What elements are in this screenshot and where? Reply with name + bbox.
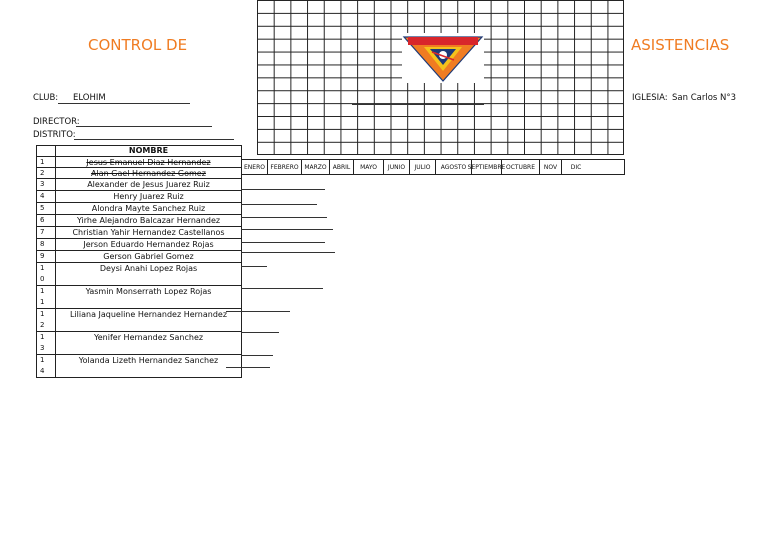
row-name: Liliana Jaqueline Hernandez Hernandez xyxy=(69,310,228,319)
table-row xyxy=(37,239,241,251)
table-row xyxy=(37,203,241,215)
row-number: 1 1 xyxy=(37,286,56,308)
signature-line xyxy=(241,288,323,289)
name-header: NOMBRE xyxy=(128,146,169,155)
row-number: 1 4 xyxy=(37,355,56,377)
table-row xyxy=(37,179,241,191)
row-name: Henry Juarez Ruiz xyxy=(113,192,184,201)
club-underline xyxy=(58,103,190,104)
table-row xyxy=(37,355,241,378)
signature-line xyxy=(241,242,325,243)
table-row xyxy=(37,332,241,355)
club-value: ELOHIM xyxy=(73,93,106,103)
month-10: OCTUBRE xyxy=(502,160,540,174)
signature-line xyxy=(241,355,273,356)
signature-line xyxy=(241,217,327,218)
director-underline xyxy=(76,126,212,127)
table-row xyxy=(37,309,241,332)
table-header xyxy=(37,146,241,157)
row-number: 1 3 xyxy=(37,332,56,354)
row-name: Jesus Emanuel Diaz Hernandez xyxy=(86,158,211,167)
row-number: 1 0 xyxy=(37,263,56,285)
row-number: 7 xyxy=(37,227,56,238)
center-underline xyxy=(352,104,484,105)
row-name: Christian Yahir Hernandez Castellanos xyxy=(72,228,225,237)
row-name: Gerson Gabriel Gomez xyxy=(103,252,194,261)
club-emblem-logo xyxy=(402,33,484,83)
signature-line xyxy=(241,229,333,230)
row-name: Jerson Eduardo Hernandez Rojas xyxy=(83,240,214,249)
table-row xyxy=(37,191,241,203)
row-name: Alondra Mayte Sanchez Ruiz xyxy=(91,204,206,213)
row-name: Yolanda Lizeth Hernandez Sanchez xyxy=(78,356,219,365)
month-12: DIC xyxy=(570,163,582,171)
month-6: JUNIO xyxy=(384,160,410,174)
number-header xyxy=(37,146,56,156)
club-label: CLUB: xyxy=(33,93,59,103)
row-number: 4 xyxy=(37,191,56,202)
month-5: MAYO xyxy=(354,160,384,174)
month-8: AGOSTO xyxy=(436,160,472,174)
row-name: Deysi Anahi Lopez Rojas xyxy=(99,264,198,273)
table-row xyxy=(37,215,241,227)
director-label: DIRECTOR: xyxy=(33,117,80,127)
row-name: Yenifer Hernandez Sanchez xyxy=(93,333,204,342)
row-name: Alexander de Jesus Juarez Ruiz xyxy=(87,180,210,189)
row-number: 6 xyxy=(37,215,56,226)
month-11: NOV xyxy=(540,160,562,174)
distrito-underline xyxy=(74,139,234,140)
month-3: MARZO xyxy=(302,160,330,174)
title-control-de: CONTROL DE xyxy=(88,36,188,54)
distrito-label: DISTRITO: xyxy=(33,130,76,140)
row-name: Yasmin Monserrath Lopez Rojas xyxy=(85,287,212,296)
table-row xyxy=(37,227,241,239)
signature-line xyxy=(241,189,325,190)
month-4: ABRIL xyxy=(330,160,354,174)
month-1: ENERO xyxy=(242,160,268,174)
row-number: 1 2 xyxy=(37,309,56,331)
table-row xyxy=(37,168,241,179)
signature-line xyxy=(241,332,279,333)
row-number: 5 xyxy=(37,203,56,214)
title-asistencias: ASISTENCIAS xyxy=(631,36,730,54)
row-number: 3 xyxy=(37,179,56,190)
months-row xyxy=(241,159,625,175)
table-row xyxy=(37,263,241,286)
table-row xyxy=(37,286,241,309)
signature-line xyxy=(241,252,335,253)
row-number: 9 xyxy=(37,251,56,262)
row-number: 2 xyxy=(37,168,56,178)
iglesia-label: IGLESIA: xyxy=(632,93,668,103)
iglesia-value: San Carlos N°3 xyxy=(672,93,737,103)
table-row xyxy=(37,251,241,263)
row-name: Yirhe Alejandro Balcazar Hernandez xyxy=(76,216,221,225)
row-name: Alan Gael Hernandez Gomez xyxy=(91,169,206,178)
signature-line xyxy=(241,204,317,205)
month-9: SEPTIEMBRE xyxy=(472,160,502,174)
names-table xyxy=(36,145,242,378)
row-number: 1 xyxy=(37,157,56,167)
table-row xyxy=(37,157,241,168)
month-7: JULIO xyxy=(410,160,436,174)
month-2: FEBRERO xyxy=(268,160,302,174)
signature-line xyxy=(226,367,270,368)
signature-line xyxy=(241,266,267,267)
signature-line xyxy=(226,311,290,312)
row-number: 8 xyxy=(37,239,56,250)
